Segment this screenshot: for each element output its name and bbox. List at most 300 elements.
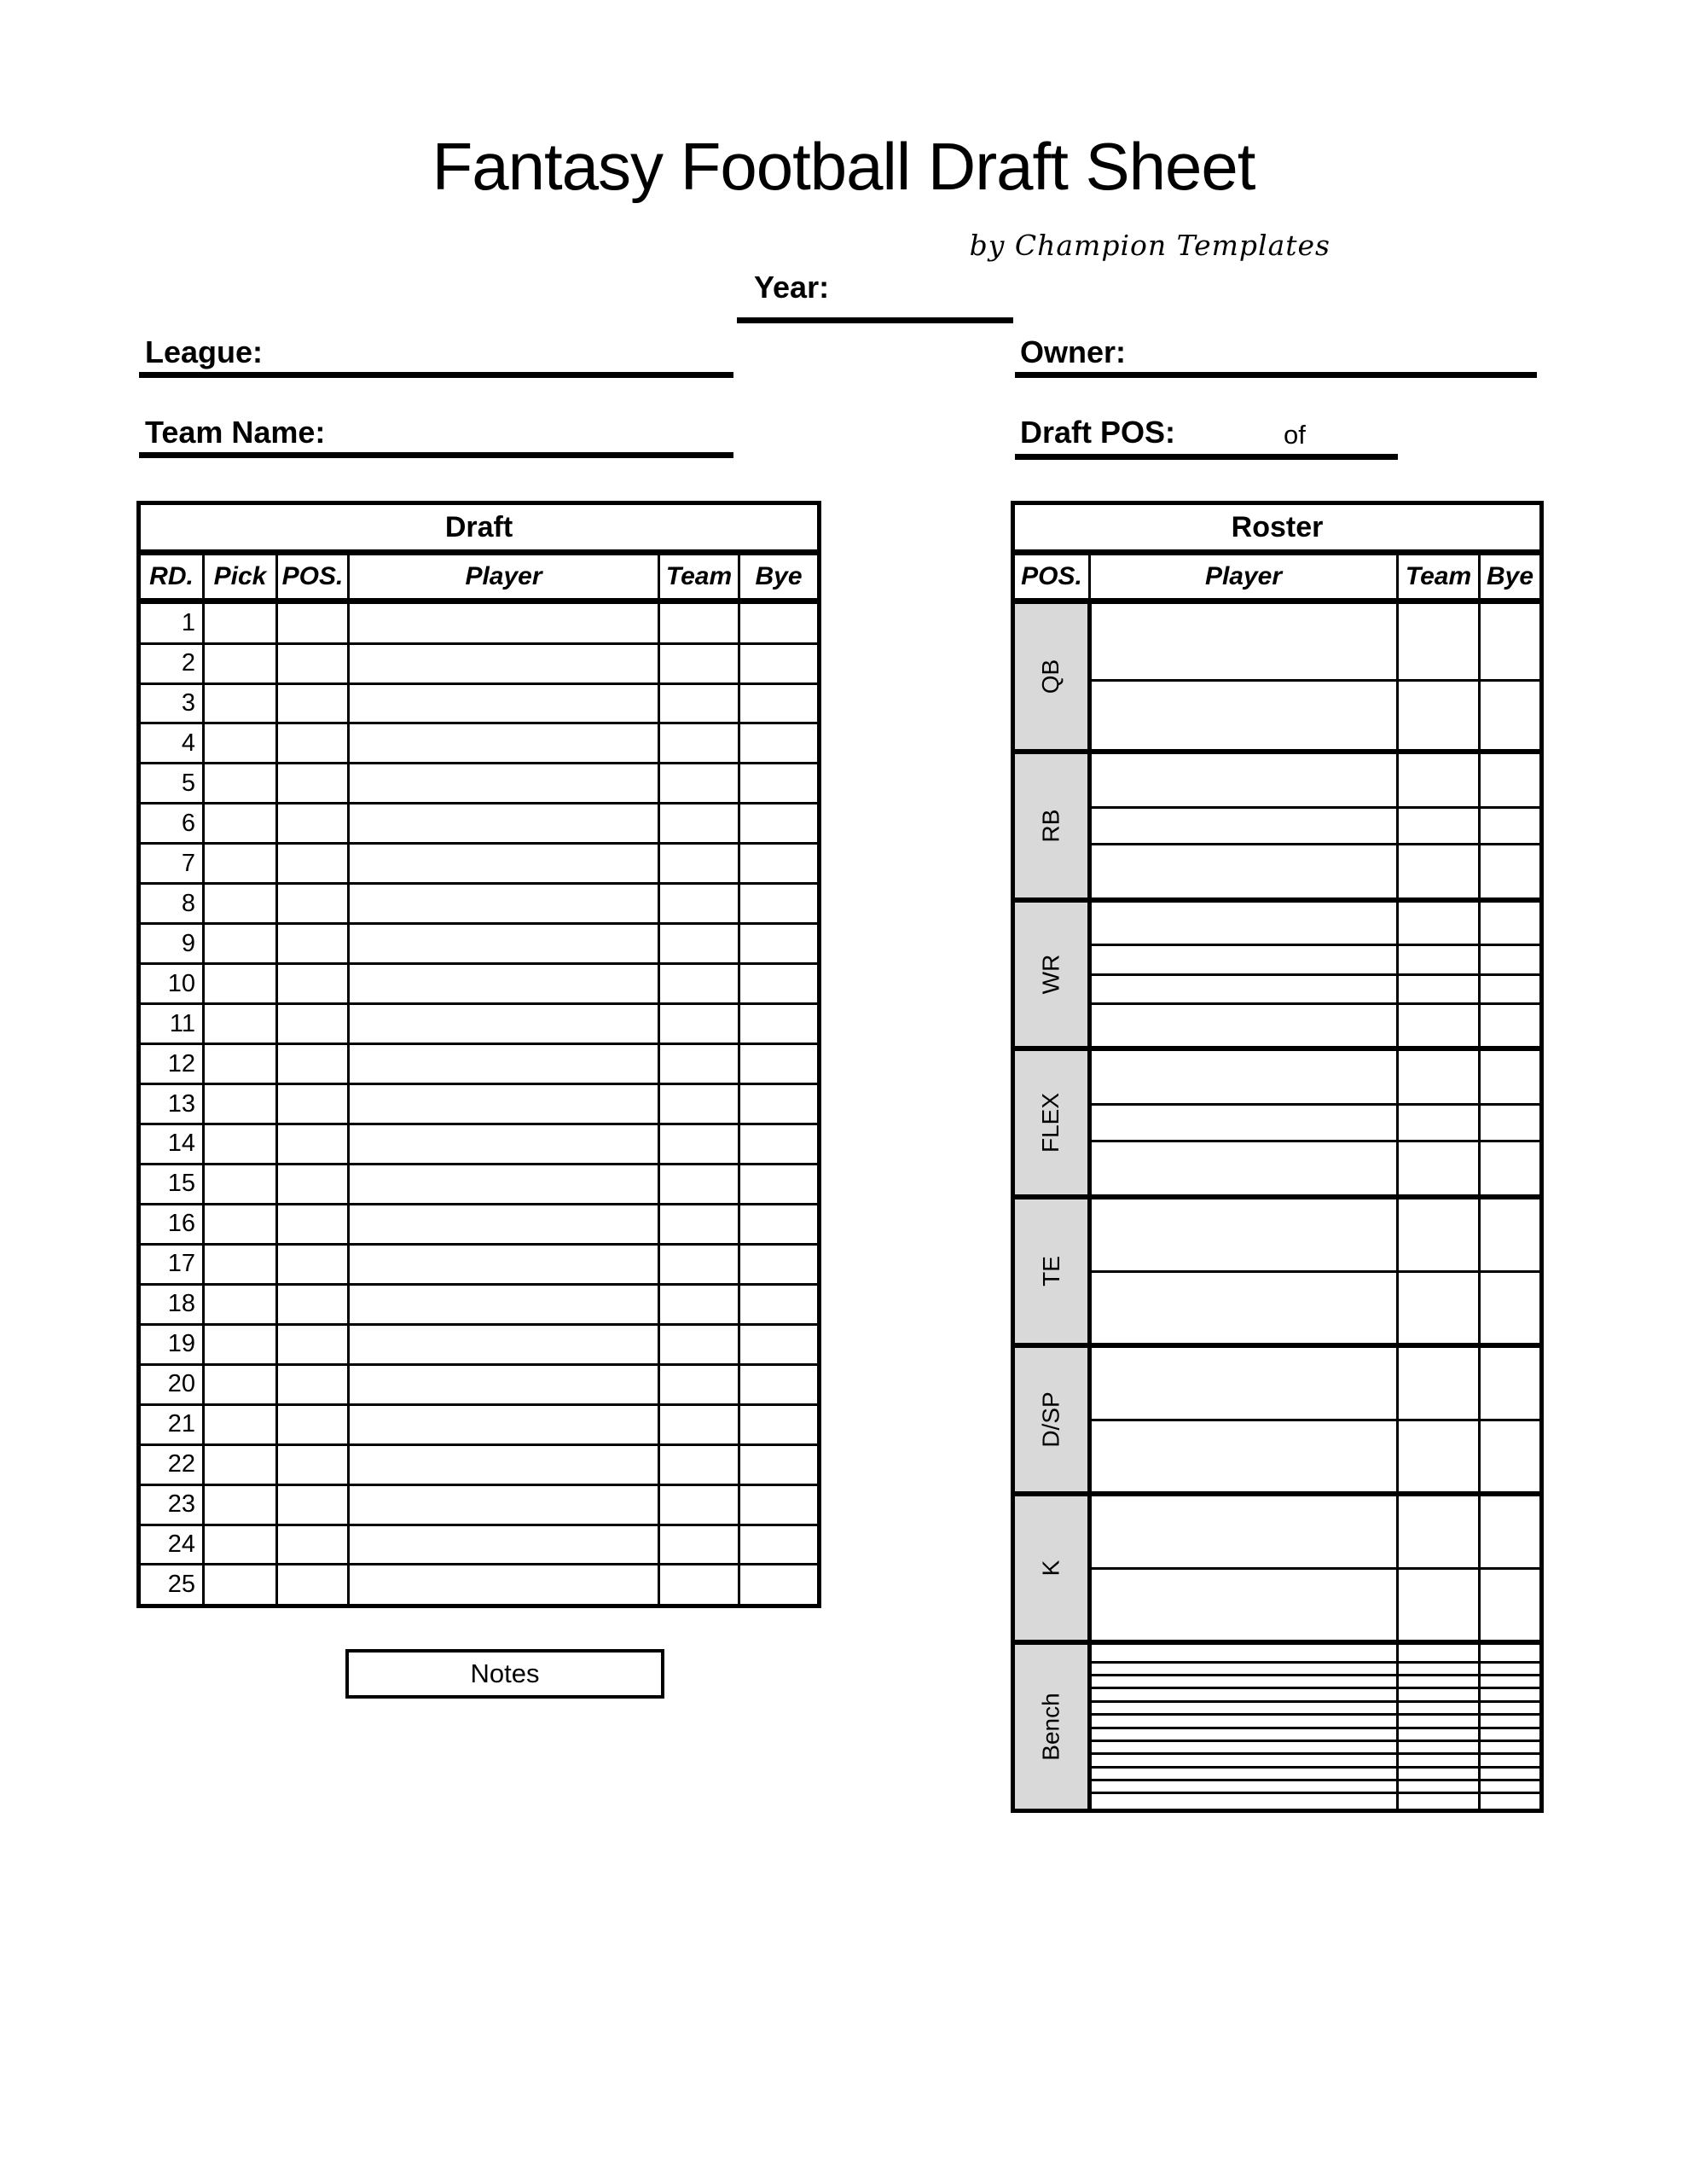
roster-cell-bye <box>1480 944 1542 974</box>
roster-row <box>1013 1048 1542 1104</box>
draft-cell-team <box>659 1324 739 1364</box>
draft-col-pos: POS. <box>277 553 349 601</box>
roster-cell-team <box>1398 1676 1480 1688</box>
draft-col-pick: Pick <box>204 553 277 601</box>
draft-cell-team <box>659 1525 739 1565</box>
draft-row <box>139 1404 820 1444</box>
draft-round-number: 4 <box>139 723 204 764</box>
roster-cell-team <box>1398 807 1480 845</box>
draft-round-number: 6 <box>139 804 204 844</box>
roster-cell-bye <box>1480 1004 1542 1048</box>
draft-cell-pos <box>277 1484 349 1525</box>
draft-cell-pos <box>277 884 349 924</box>
draft-cell-pick <box>204 1244 277 1284</box>
draft-cell-team <box>659 884 739 924</box>
draft-cell-team <box>659 1124 739 1165</box>
roster-cell-team <box>1398 1197 1480 1271</box>
roster-pos-cell <box>1013 900 1090 1048</box>
draft-cell-bye <box>739 884 820 924</box>
roster-cell-bye <box>1480 601 1542 681</box>
draft-cell-bye <box>739 804 820 844</box>
draft-cell-pick <box>204 1404 277 1444</box>
roster-cell-player <box>1090 900 1398 944</box>
roster-cell-bye <box>1480 1662 1542 1675</box>
draft-row <box>139 1244 820 1284</box>
draft-cell-bye <box>739 1004 820 1044</box>
roster-cell-team <box>1398 1345 1480 1420</box>
draft-round-number: 16 <box>139 1204 204 1244</box>
roster-row <box>1013 752 1542 807</box>
roster-row <box>1013 1104 1542 1141</box>
roster-cell-bye <box>1480 680 1542 752</box>
roster-cell-team <box>1398 1701 1480 1714</box>
draft-cell-player <box>349 683 659 723</box>
draft-cell-team <box>659 964 739 1004</box>
draft-cell-pos <box>277 964 349 1004</box>
roster-col-player: Player <box>1090 553 1398 601</box>
draft-table <box>136 501 821 1608</box>
draft-round-number: 1 <box>139 601 204 644</box>
roster-cell-player <box>1090 1701 1398 1714</box>
draft-cell-bye <box>739 1364 820 1404</box>
roster-cell-team <box>1398 1662 1480 1675</box>
draft-cell-team <box>659 1484 739 1525</box>
roster-pos-label: TE <box>1037 1256 1064 1287</box>
draft-cell-pos <box>277 601 349 644</box>
page-title: Fantasy Football Draft Sheet <box>432 129 1255 204</box>
draft-row <box>139 683 820 723</box>
draft-round-number: 22 <box>139 1444 204 1484</box>
draft-cell-pick <box>204 683 277 723</box>
roster-table-body <box>1013 601 1542 1811</box>
draft-cell-team <box>659 1244 739 1284</box>
draft-round-number: 2 <box>139 643 204 683</box>
draft-cell-pos <box>277 643 349 683</box>
draft-cell-player <box>349 643 659 683</box>
draft-cell-team <box>659 804 739 844</box>
roster-cell-bye <box>1480 1780 1542 1792</box>
draft-cell-team <box>659 1004 739 1044</box>
draft-cell-pos <box>277 1004 349 1044</box>
draft-cell-player <box>349 1324 659 1364</box>
roster-col-pos: POS. <box>1013 553 1090 601</box>
draft-table-title: Draft <box>139 503 820 553</box>
draft-pos-of-label: of <box>1284 420 1306 450</box>
owner-underline <box>1015 372 1537 378</box>
draft-cell-bye <box>739 1244 820 1284</box>
roster-pos-cell <box>1013 1494 1090 1642</box>
roster-pos-label: QB <box>1037 659 1064 694</box>
draft-cell-player <box>349 1444 659 1484</box>
draft-cell-pick <box>204 1364 277 1404</box>
draft-cell-player <box>349 1484 659 1525</box>
roster-cell-bye <box>1480 1048 1542 1104</box>
roster-row <box>1013 974 1542 1004</box>
roster-cell-team <box>1398 1688 1480 1701</box>
draft-row <box>139 1324 820 1364</box>
draft-cell-player <box>349 723 659 764</box>
draft-cell-pos <box>277 764 349 804</box>
roster-cell-player <box>1090 1662 1398 1675</box>
roster-cell-bye <box>1480 1767 1542 1780</box>
league-label: League: <box>145 334 264 369</box>
roster-cell-team <box>1398 1728 1480 1740</box>
roster-cell-team <box>1398 680 1480 752</box>
roster-cell-bye <box>1480 1271 1542 1345</box>
draft-cell-player <box>349 764 659 804</box>
roster-row <box>1013 1740 1542 1753</box>
draft-row <box>139 643 820 683</box>
roster-cell-bye <box>1480 1420 1542 1494</box>
roster-cell-bye <box>1480 1568 1542 1642</box>
roster-cell-player <box>1090 1494 1398 1568</box>
draft-cell-bye <box>739 1044 820 1084</box>
draft-round-number: 12 <box>139 1044 204 1084</box>
roster-pos-cell <box>1013 1345 1090 1494</box>
roster-row <box>1013 1701 1542 1714</box>
draft-round-number: 8 <box>139 884 204 924</box>
draft-cell-player <box>349 804 659 844</box>
draft-cell-bye <box>739 1484 820 1525</box>
roster-cell-player <box>1090 1141 1398 1197</box>
draft-round-number: 9 <box>139 924 204 964</box>
draft-cell-pos <box>277 1364 349 1404</box>
roster-pos-label: Bench <box>1037 1693 1064 1761</box>
draft-cell-player <box>349 1084 659 1124</box>
draft-cell-team <box>659 1164 739 1204</box>
roster-cell-bye <box>1480 845 1542 900</box>
draft-round-number: 13 <box>139 1084 204 1124</box>
roster-pos-label: RB <box>1037 809 1064 843</box>
draft-cell-player <box>349 844 659 884</box>
draft-round-number: 21 <box>139 1404 204 1444</box>
draft-cell-pick <box>204 723 277 764</box>
draft-cell-bye <box>739 723 820 764</box>
roster-cell-bye <box>1480 1494 1542 1568</box>
draft-row <box>139 1484 820 1525</box>
draft-cell-bye <box>739 924 820 964</box>
roster-cell-team <box>1398 1740 1480 1753</box>
roster-row <box>1013 1676 1542 1688</box>
draft-pos-label: Draft POS: <box>1020 415 1176 450</box>
roster-cell-team <box>1398 944 1480 974</box>
draft-cell-pos <box>277 1204 349 1244</box>
roster-cell-player <box>1090 1767 1398 1780</box>
roster-cell-team <box>1398 601 1480 681</box>
draft-cell-bye <box>739 964 820 1004</box>
draft-cell-team <box>659 1084 739 1124</box>
roster-cell-player <box>1090 1345 1398 1420</box>
draft-row <box>139 1204 820 1244</box>
draft-cell-pick <box>204 1484 277 1525</box>
roster-row <box>1013 1767 1542 1780</box>
roster-cell-team <box>1398 974 1480 1004</box>
roster-col-team: Team <box>1398 553 1480 601</box>
team-name-label: Team Name: <box>145 415 326 450</box>
roster-cell-team <box>1398 1141 1480 1197</box>
draft-cell-bye <box>739 643 820 683</box>
draft-cell-player <box>349 1244 659 1284</box>
roster-cell-team <box>1398 752 1480 807</box>
notes-box <box>345 1649 664 1699</box>
draft-row <box>139 1004 820 1044</box>
roster-pos-cell <box>1013 1197 1090 1345</box>
draft-cell-bye <box>739 1284 820 1324</box>
draft-cell-player <box>349 1044 659 1084</box>
draft-cell-pick <box>204 884 277 924</box>
roster-cell-team <box>1398 1715 1480 1728</box>
draft-cell-pos <box>277 1124 349 1165</box>
draft-cell-player <box>349 1004 659 1044</box>
draft-round-number: 20 <box>139 1364 204 1404</box>
roster-cell-player <box>1090 1197 1398 1271</box>
draft-cell-pos <box>277 844 349 884</box>
roster-row <box>1013 1494 1542 1568</box>
draft-cell-bye <box>739 1404 820 1444</box>
draft-cell-bye <box>739 601 820 644</box>
roster-cell-team <box>1398 1754 1480 1767</box>
roster-row <box>1013 845 1542 900</box>
draft-table-header-row <box>139 553 820 601</box>
roster-pos-cell <box>1013 752 1090 900</box>
roster-pos-cell <box>1013 1048 1090 1197</box>
draft-cell-team <box>659 764 739 804</box>
draft-cell-bye <box>739 683 820 723</box>
roster-cell-bye <box>1480 1740 1542 1753</box>
roster-cell-player <box>1090 845 1398 900</box>
draft-cell-pick <box>204 1084 277 1124</box>
draft-cell-player <box>349 1124 659 1165</box>
draft-cell-team <box>659 723 739 764</box>
draft-cell-bye <box>739 1565 820 1606</box>
draft-cell-player <box>349 1404 659 1444</box>
draft-round-number: 11 <box>139 1004 204 1044</box>
roster-table-title: Roster <box>1013 503 1542 553</box>
roster-cell-team <box>1398 1104 1480 1141</box>
draft-cell-team <box>659 924 739 964</box>
draft-round-number: 7 <box>139 844 204 884</box>
draft-row <box>139 1444 820 1484</box>
draft-cell-pos <box>277 1404 349 1444</box>
roster-cell-player <box>1090 1715 1398 1728</box>
draft-row <box>139 844 820 884</box>
roster-row <box>1013 1754 1542 1767</box>
roster-row <box>1013 1662 1542 1675</box>
roster-cell-bye <box>1480 900 1542 944</box>
draft-row <box>139 601 820 644</box>
roster-row <box>1013 1793 1542 1811</box>
draft-cell-team <box>659 1565 739 1606</box>
roster-cell-player <box>1090 601 1398 681</box>
roster-cell-player <box>1090 752 1398 807</box>
roster-cell-team <box>1398 1494 1480 1568</box>
roster-row <box>1013 1345 1542 1420</box>
draft-cell-pos <box>277 804 349 844</box>
roster-table <box>1011 501 1544 1813</box>
draft-cell-pick <box>204 1444 277 1484</box>
draft-cell-bye <box>739 764 820 804</box>
draft-cell-pos <box>277 723 349 764</box>
draft-row <box>139 1164 820 1204</box>
roster-cell-bye <box>1480 1715 1542 1728</box>
draft-row <box>139 1124 820 1165</box>
draft-cell-pick <box>204 964 277 1004</box>
draft-row <box>139 1284 820 1324</box>
draft-cell-player <box>349 1565 659 1606</box>
roster-cell-team <box>1398 1048 1480 1104</box>
roster-cell-team <box>1398 1767 1480 1780</box>
draft-cell-player <box>349 1525 659 1565</box>
draft-cell-bye <box>739 1124 820 1165</box>
draft-row <box>139 764 820 804</box>
roster-cell-player <box>1090 1104 1398 1141</box>
draft-cell-team <box>659 1204 739 1244</box>
draft-cell-player <box>349 1364 659 1404</box>
draft-cell-pick <box>204 844 277 884</box>
draft-cell-player <box>349 601 659 644</box>
draft-cell-player <box>349 924 659 964</box>
roster-row <box>1013 1197 1542 1271</box>
roster-cell-player <box>1090 1728 1398 1740</box>
draft-cell-bye <box>739 1204 820 1244</box>
draft-cell-team <box>659 1444 739 1484</box>
draft-cell-player <box>349 964 659 1004</box>
roster-cell-player <box>1090 1642 1398 1662</box>
roster-cell-player <box>1090 1271 1398 1345</box>
draft-cell-pos <box>277 1525 349 1565</box>
roster-row <box>1013 1568 1542 1642</box>
draft-cell-team <box>659 844 739 884</box>
draft-row <box>139 1084 820 1124</box>
draft-col-rd: RD. <box>139 553 204 601</box>
league-underline <box>139 372 733 378</box>
draft-cell-player <box>349 884 659 924</box>
draft-cell-pick <box>204 1324 277 1364</box>
team-name-underline <box>139 452 733 458</box>
draft-cell-team <box>659 601 739 644</box>
roster-table-header-row <box>1013 553 1542 601</box>
owner-label: Owner: <box>1020 334 1127 369</box>
roster-cell-player <box>1090 680 1398 752</box>
roster-cell-team <box>1398 1780 1480 1792</box>
draft-table-title-row <box>139 503 820 553</box>
roster-cell-bye <box>1480 1688 1542 1701</box>
roster-cell-bye <box>1480 807 1542 845</box>
draft-cell-pick <box>204 804 277 844</box>
roster-cell-player <box>1090 807 1398 845</box>
roster-row <box>1013 601 1542 681</box>
roster-cell-player <box>1090 1004 1398 1048</box>
draft-col-bye: Bye <box>739 553 820 601</box>
draft-cell-pos <box>277 1244 349 1284</box>
roster-cell-player <box>1090 1780 1398 1792</box>
draft-cell-bye <box>739 1164 820 1204</box>
roster-cell-bye <box>1480 1642 1542 1662</box>
draft-cell-pick <box>204 601 277 644</box>
draft-cell-player <box>349 1284 659 1324</box>
roster-row <box>1013 1420 1542 1494</box>
byline: by Champion Templates <box>969 229 1330 262</box>
notes-label: Notes <box>470 1658 540 1688</box>
roster-col-bye: Bye <box>1480 553 1542 601</box>
draft-row <box>139 884 820 924</box>
roster-cell-player <box>1090 1740 1398 1753</box>
roster-row <box>1013 1271 1542 1345</box>
roster-cell-bye <box>1480 1141 1542 1197</box>
draft-cell-pos <box>277 1284 349 1324</box>
draft-row <box>139 1364 820 1404</box>
draft-cell-pick <box>204 1284 277 1324</box>
draft-cell-team <box>659 1404 739 1444</box>
roster-row <box>1013 1688 1542 1701</box>
draft-cell-pick <box>204 1204 277 1244</box>
roster-row <box>1013 944 1542 974</box>
roster-cell-bye <box>1480 1754 1542 1767</box>
roster-row <box>1013 1728 1542 1740</box>
roster-cell-team <box>1398 1793 1480 1811</box>
draft-cell-team <box>659 643 739 683</box>
draft-cell-pos <box>277 1044 349 1084</box>
roster-cell-team <box>1398 1271 1480 1345</box>
roster-row <box>1013 1141 1542 1197</box>
draft-cell-team <box>659 1364 739 1404</box>
roster-cell-bye <box>1480 1793 1542 1811</box>
draft-cell-pick <box>204 1044 277 1084</box>
draft-cell-bye <box>739 844 820 884</box>
draft-cell-player <box>349 1164 659 1204</box>
roster-pos-cell <box>1013 601 1090 752</box>
roster-pos-label: FLEX <box>1037 1093 1064 1153</box>
roster-cell-bye <box>1480 1676 1542 1688</box>
draft-round-number: 18 <box>139 1284 204 1324</box>
draft-round-number: 19 <box>139 1324 204 1364</box>
roster-cell-team <box>1398 1642 1480 1662</box>
draft-row <box>139 964 820 1004</box>
draft-cell-pick <box>204 1565 277 1606</box>
roster-cell-bye <box>1480 1197 1542 1271</box>
roster-cell-player <box>1090 1568 1398 1642</box>
draft-round-number: 24 <box>139 1525 204 1565</box>
roster-cell-player <box>1090 1676 1398 1688</box>
draft-cell-pick <box>204 1124 277 1165</box>
roster-pos-label: D/SP <box>1037 1391 1064 1448</box>
year-underline <box>737 317 1013 323</box>
draft-cell-pos <box>277 924 349 964</box>
draft-cell-bye <box>739 1324 820 1364</box>
draft-row <box>139 1044 820 1084</box>
draft-row <box>139 804 820 844</box>
roster-cell-team <box>1398 1420 1480 1494</box>
roster-row <box>1013 900 1542 944</box>
roster-pos-label: WR <box>1037 954 1064 995</box>
draft-cell-pick <box>204 924 277 964</box>
roster-table-title-row <box>1013 503 1542 553</box>
draft-cell-bye <box>739 1084 820 1124</box>
roster-cell-player <box>1090 974 1398 1004</box>
draft-cell-pick <box>204 1525 277 1565</box>
roster-row <box>1013 1715 1542 1728</box>
draft-cell-pos <box>277 1164 349 1204</box>
draft-cell-pick <box>204 1164 277 1204</box>
draft-cell-pick <box>204 1004 277 1044</box>
roster-row <box>1013 1004 1542 1048</box>
roster-cell-player <box>1090 1793 1398 1811</box>
roster-cell-player <box>1090 1048 1398 1104</box>
draft-table-body <box>139 601 820 1606</box>
draft-cell-bye <box>739 1525 820 1565</box>
draft-round-number: 3 <box>139 683 204 723</box>
draft-round-number: 14 <box>139 1124 204 1165</box>
